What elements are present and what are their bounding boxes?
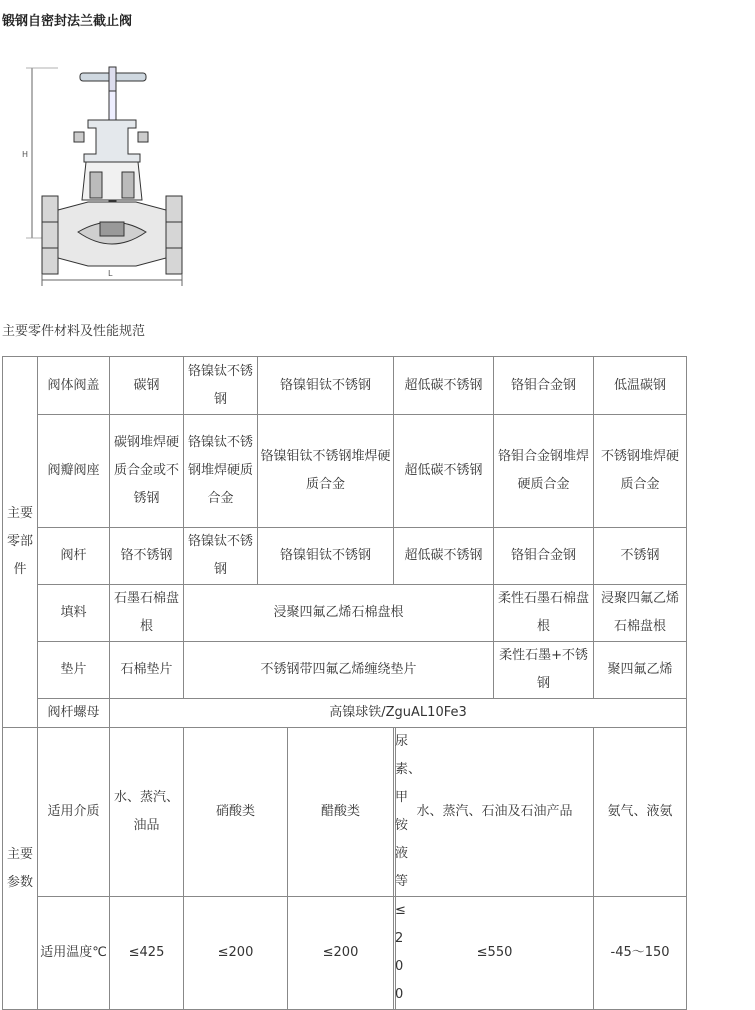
group-parts-label: 主要零部件 bbox=[3, 357, 38, 728]
row-label: 阀体阀盖 bbox=[38, 357, 110, 415]
table-cell: -45～150 bbox=[594, 897, 687, 1010]
table-cell: 尿素、甲铵液等 bbox=[394, 728, 396, 897]
table-cell: 柔性石墨+不锈钢 bbox=[494, 642, 594, 699]
table-cell: 铬钼合金钢 bbox=[494, 357, 594, 415]
spec-table bbox=[2, 356, 687, 1010]
row-label: 阀杆螺母 bbox=[38, 699, 110, 728]
table-cell: 水、蒸汽、石油及石油产品 bbox=[396, 728, 594, 897]
table-cell: 石墨石棉盘根 bbox=[110, 585, 184, 642]
table-cell: 高镍球铁/ZguAL10Fe3 bbox=[110, 699, 687, 728]
dimension-h-label: H bbox=[22, 150, 29, 159]
table-cell: 碳钢堆焊硬质合金或不锈钢 bbox=[110, 415, 184, 528]
table-row bbox=[3, 357, 687, 415]
page-title: 锻钢自密封法兰截止阀 bbox=[2, 14, 133, 29]
table-cell: 不锈钢 bbox=[594, 528, 687, 585]
table-cell: 碳钢 bbox=[110, 357, 184, 415]
table-row bbox=[3, 728, 687, 897]
table-row bbox=[3, 528, 687, 585]
table-cell: ≤425 bbox=[110, 897, 184, 1010]
table-cell: ≤200 bbox=[394, 897, 396, 1010]
table-cell: 氨气、液氨 bbox=[594, 728, 687, 897]
table-cell: 浸聚四氟乙烯石棉盘根 bbox=[184, 585, 494, 642]
dimension-l-label: L bbox=[108, 269, 113, 278]
row-label: 适用介质 bbox=[38, 728, 110, 897]
table-row bbox=[3, 585, 687, 642]
row-label: 填料 bbox=[38, 585, 110, 642]
table-cell: 聚四氟乙烯 bbox=[594, 642, 687, 699]
table-row bbox=[3, 415, 687, 528]
table-cell: 铬钼合金钢堆焊硬质合金 bbox=[494, 415, 594, 528]
table-cell: 水、蒸汽、油品 bbox=[110, 728, 184, 897]
table-cell: 铬镍钛不锈钢 bbox=[184, 357, 258, 415]
table-cell: 不锈钢堆焊硬质合金 bbox=[594, 415, 687, 528]
table-cell: ≤200 bbox=[288, 897, 394, 1010]
table-cell: ≤550 bbox=[396, 897, 594, 1010]
table-cell: 铬镍钼钛不锈钢 bbox=[258, 528, 394, 585]
row-label: 垫片 bbox=[38, 642, 110, 699]
table-cell: 石棉垫片 bbox=[110, 642, 184, 699]
row-label: 阀瓣阀座 bbox=[38, 415, 110, 528]
table-cell: 低温碳钢 bbox=[594, 357, 687, 415]
table-cell: ≤200 bbox=[184, 897, 288, 1010]
table-cell: 铬镍钛不锈钢 bbox=[184, 528, 258, 585]
table-row bbox=[3, 642, 687, 699]
table-cell: 超低碳不锈钢 bbox=[394, 415, 494, 528]
group-params-label: 主要参数 bbox=[3, 728, 38, 1010]
table-row bbox=[3, 897, 687, 1010]
section-subtitle: 主要零件材料及性能规范 bbox=[2, 324, 146, 339]
row-label: 适用温度℃ bbox=[38, 897, 110, 1010]
table-cell: 铬钼合金钢 bbox=[494, 528, 594, 585]
valve-drawing bbox=[8, 62, 198, 292]
row-label: 阀杆 bbox=[38, 528, 110, 585]
table-cell: 铬镍钛不锈钢堆焊硬质合金 bbox=[184, 415, 258, 528]
table-cell: 铬镍钼钛不锈钢 bbox=[258, 357, 394, 415]
table-cell: 不锈钢带四氟乙烯缠绕垫片 bbox=[184, 642, 494, 699]
table-cell: 超低碳不锈钢 bbox=[394, 357, 494, 415]
table-cell: 超低碳不锈钢 bbox=[394, 528, 494, 585]
table-cell: 醋酸类 bbox=[288, 728, 394, 897]
table-cell: 硝酸类 bbox=[184, 728, 288, 897]
table-cell: 柔性石墨石棉盘根 bbox=[494, 585, 594, 642]
table-cell: 铬镍钼钛不锈钢堆焊硬质合金 bbox=[258, 415, 394, 528]
table-cell: 浸聚四氟乙烯石棉盘根 bbox=[594, 585, 687, 642]
table-cell: 铬不锈钢 bbox=[110, 528, 184, 585]
table-row bbox=[3, 699, 687, 728]
